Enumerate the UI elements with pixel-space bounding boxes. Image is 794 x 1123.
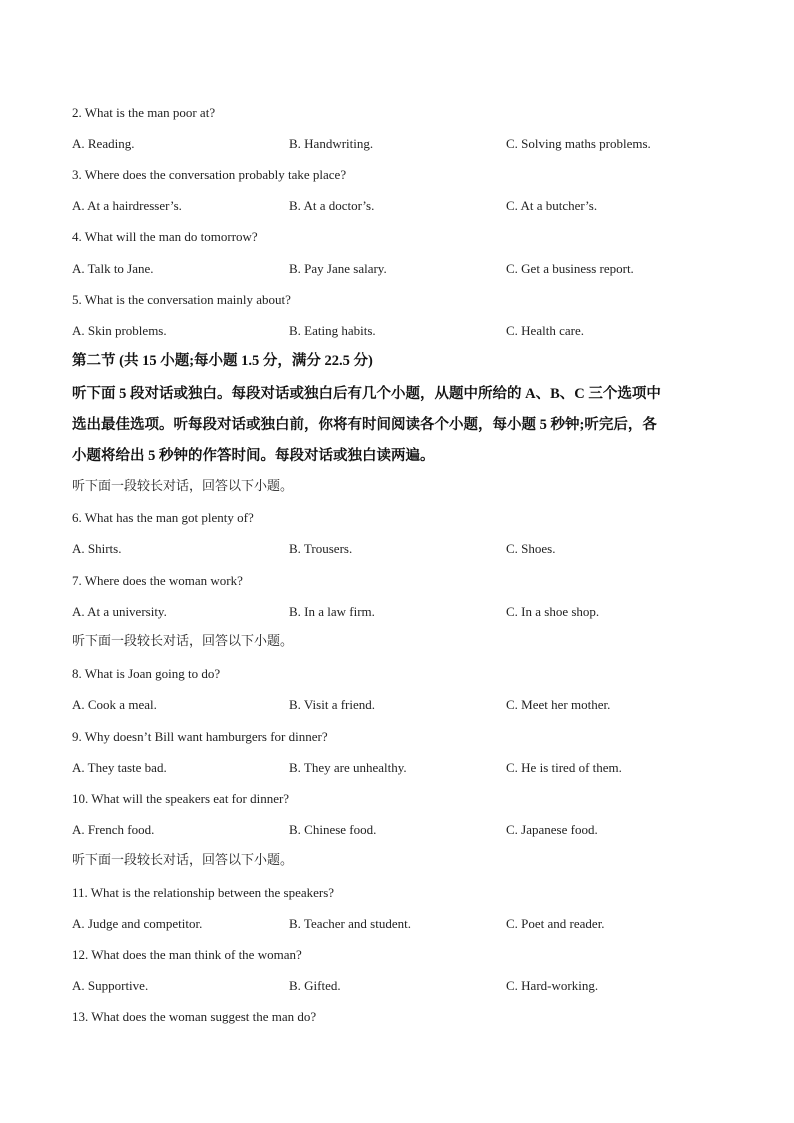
question-4: 4. What will the man do tomorrow? — [72, 229, 258, 244]
option-b: B. Pay Jane salary. — [289, 261, 387, 276]
question-7: 7. Where does the woman work? — [72, 573, 243, 588]
option-b: B. Teacher and student. — [289, 916, 411, 931]
question-5: 5. What is the conversation mainly about? — [72, 292, 291, 307]
question-10: 10. What will the speakers eat for dinner? — [72, 791, 290, 806]
section-title: 第二节 (共 15 小题;每小题 1.5 分，满分 22.5 分) — [72, 353, 373, 369]
option-c: C. Poet and reader. — [506, 916, 605, 931]
option-c: C. He is tired of them. — [506, 760, 622, 775]
option-c: C. In a shoe shop. — [506, 604, 600, 619]
question-6: 6. What has the man got plenty of? — [72, 510, 254, 525]
dialogue-direction: 听下面一段较长对话，回答以下小题。 — [72, 634, 294, 649]
option-a: A. Cook a meal. — [72, 697, 157, 712]
option-c: C. Meet her mother. — [506, 697, 611, 712]
option-a: A. Judge and competitor. — [72, 916, 203, 931]
option-a: A. At a hairdresser’s. — [72, 198, 182, 213]
section-instructions: 选出最佳选项。听每段对话或独白前，你将有时间阅读各个小题，每小题 5 秒钟;听完后，各 — [72, 417, 657, 433]
option-b: B. Handwriting. — [289, 136, 374, 151]
option-a: A. Reading. — [72, 136, 135, 151]
option-b: B. Gifted. — [289, 978, 341, 993]
question-11: 11. What is the relationship between the speakers? — [72, 885, 335, 900]
option-b: B. Chinese food. — [289, 822, 377, 837]
option-b: B. Trousers. — [289, 541, 353, 556]
option-c: C. Health care. — [506, 323, 584, 338]
option-a: A. They taste bad. — [72, 760, 167, 775]
question-12: 12. What does the man think of the woman? — [72, 947, 302, 962]
section-instructions: 听下面 5 段对话或独白。每段对话或独白后有几个小题，从题中所给的 A、B、C 三个选项中 — [72, 386, 661, 402]
option-a: A. Talk to Jane. — [72, 261, 154, 276]
option-b: B. At a doctor’s. — [289, 198, 375, 213]
option-c: C. Shoes. — [506, 541, 556, 556]
section-instructions: 小题将给出 5 秒钟的作答时间。每段对话或独白读两遍。 — [72, 448, 435, 464]
option-a: A. Supportive. — [72, 978, 149, 993]
question-13: 13. What does the woman suggest the man do? — [72, 1009, 317, 1024]
option-c: C. Hard-working. — [506, 978, 599, 993]
question-8: 8. What is Joan going to do? — [72, 666, 221, 681]
dialogue-direction: 听下面一段较长对话，回答以下小题。 — [72, 853, 294, 868]
option-c: C. At a butcher’s. — [506, 198, 598, 213]
question-9: 9. Why doesn’t Bill want hamburgers for dinner? — [72, 729, 328, 744]
option-a: A. Shirts. — [72, 541, 122, 556]
option-b: B. In a law firm. — [289, 604, 375, 619]
option-b: B. Visit a friend. — [289, 697, 375, 712]
option-b: B. Eating habits. — [289, 323, 376, 338]
option-b: B. They are unhealthy. — [289, 760, 407, 775]
question-3: 3. Where does the conversation probably take place? — [72, 167, 347, 182]
option-a: A. Skin problems. — [72, 323, 167, 338]
question-2: 2. What is the man poor at? — [72, 105, 216, 120]
option-a: A. French food. — [72, 822, 155, 837]
option-c: C. Get a business report. — [506, 261, 634, 276]
option-c: C. Japanese food. — [506, 822, 598, 837]
option-c: C. Solving maths problems. — [506, 136, 651, 151]
option-a: A. At a university. — [72, 604, 167, 619]
dialogue-direction: 听下面一段较长对话，回答以下小题。 — [72, 479, 294, 494]
